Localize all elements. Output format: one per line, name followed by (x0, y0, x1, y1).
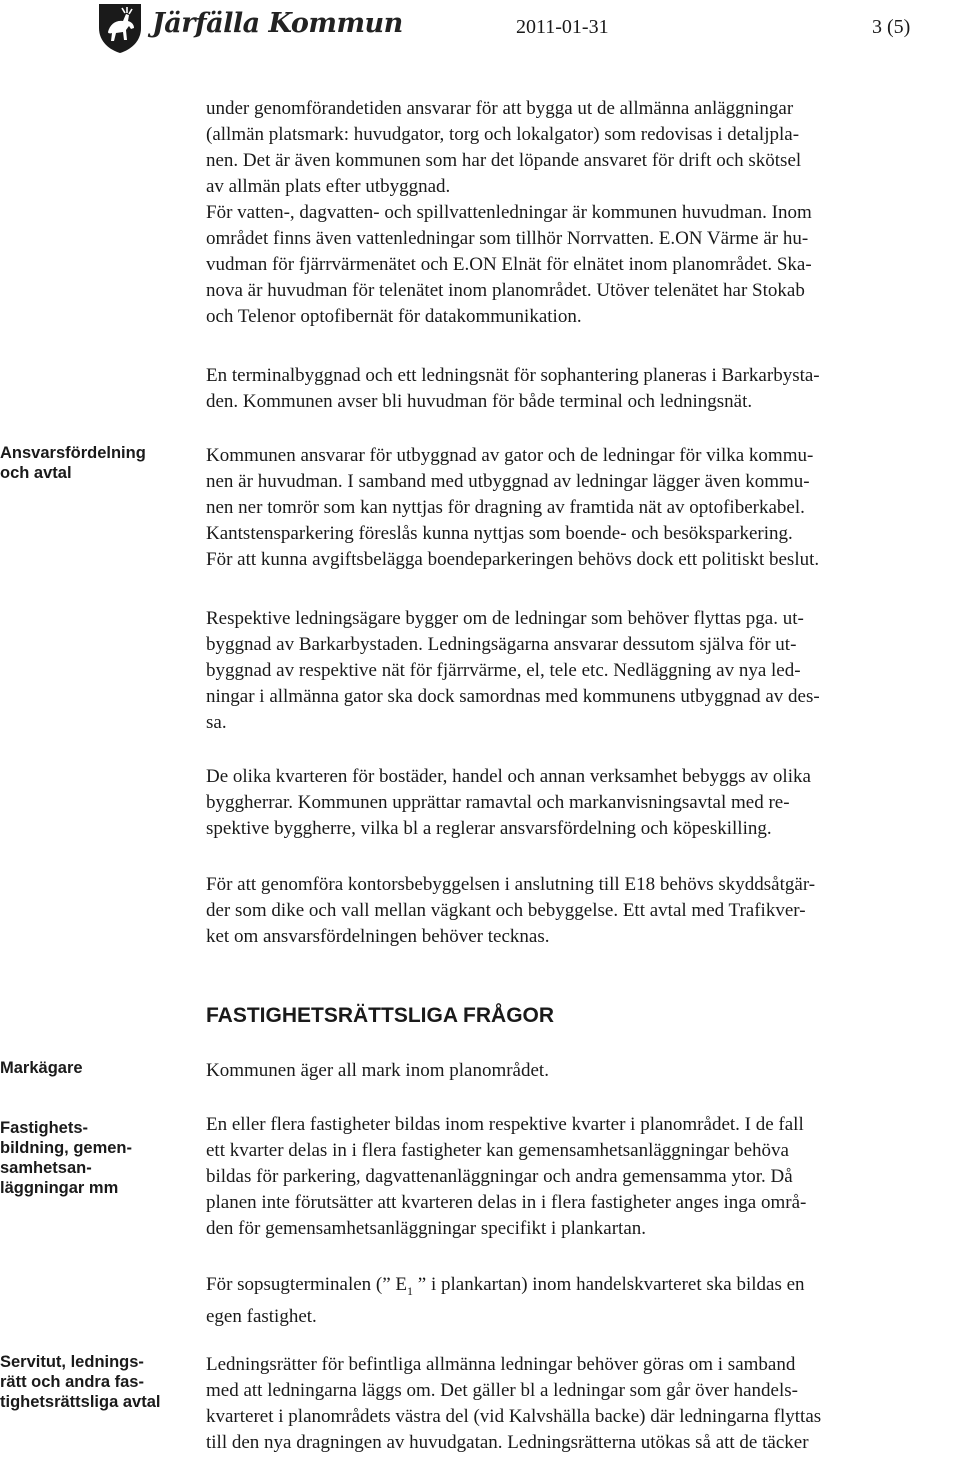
municipality-wordmark: Järfälla Kommun (152, 8, 403, 39)
document-date: 2011-01-31 (516, 16, 609, 38)
sidenote-line: och avtal (0, 464, 72, 482)
text-line: (allmän platsmark: huvudgator, torg och lokalgator) som redovisas i detaljpla- (206, 124, 800, 145)
text-line: En eller flera fastigheter bildas inom respektive kvarter i planområdet. I de fall (206, 1114, 804, 1135)
sidenote-line: Fastighets- (0, 1119, 89, 1137)
text-line: kvarteret i planområdets västra del (vid Kalvshälla backe) där ledningarna flyttas (206, 1406, 822, 1427)
text-line: den för gemensamhetsanläggningar specifikt i plankartan. (206, 1218, 647, 1239)
paragraph-ledningsagare (206, 606, 956, 736)
text-line: under genomförandetiden ansvarar för att bygga ut de allmänna anläggningar (206, 98, 794, 119)
text-line: byggnad av Barkarbystaden. Ledningsägarna ansvarar dessutom själva för ut- (206, 634, 797, 655)
text-line: nova är huvudman för telenätet inom planområdet. Utöver telenätet har Stokab (206, 280, 805, 301)
text-line: Kommunen äger all mark inom planområdet. (206, 1060, 549, 1081)
paragraph-huvudmannaskap (206, 96, 956, 330)
text-line: planen inte förutsätter att kvarteren delas in i flera fastigheter anges inga områ- (206, 1192, 807, 1213)
text-line: byggnad av respektive nät för fjärrvärme, el, tele etc. Nedläggning av nya led- (206, 660, 801, 681)
text-line: av allmän plats efter utbyggnad. (206, 176, 451, 197)
text-line: ket om ansvarsfördelningen behöver tecknas. (206, 926, 550, 947)
page-number: 3 (5) (872, 16, 911, 38)
text-line: vudman för fjärrvärmenätet och E.ON Elnät för elnätet inom planområdet. Ska- (206, 254, 812, 275)
coat-of-arms-logo (96, 2, 144, 54)
text-line: ett kvarter delas in i flera fastigheter kan gemensamhetsanläggningar behöva (206, 1140, 789, 1161)
text-line: der som dike och vall mellan vägkant och bebyggelse. Ett avtal med Trafikver- (206, 900, 806, 921)
text-line: spektive byggherre, vilka bl a reglerar ansvarsfördelning och köpeskilling. (206, 818, 772, 839)
text-after: ” i plankartan) inom handelskvarteret ska bildas en (413, 1274, 805, 1295)
section-heading: FASTIGHETSRÄTTSLIGA FRÅGOR (206, 1004, 555, 1027)
text-line: nen. Det är även kommunen som har det löpande ansvaret för drift och skötsel (206, 150, 802, 171)
text-line: med att ledningarna läggs om. Det gäller bl a ledningar som går över handels- (206, 1380, 798, 1401)
sidenote-line: bildning, gemen- (0, 1139, 132, 1157)
text-line: De olika kvarteren för bostäder, handel och annan verksamhet bebyggs av olika (206, 766, 811, 787)
sidenote-markagare (0, 1058, 196, 1078)
text-line: Respektive ledningsägare bygger om de ledningar som behöver flyttas pga. ut- (206, 608, 804, 629)
text-line: För att genomföra kontorsbebyggelsen i anslutning till E18 behövs skyddsåtgär- (206, 874, 816, 895)
text-line: En terminalbyggnad och ett ledningsnät för sophantering planeras i Barkarbysta- (206, 365, 820, 386)
paragraph-sophantering (206, 363, 956, 415)
text-line: nen ner tomrör som kan nyttjas för dragning av framtida nät av optofiberkabel. (206, 497, 805, 518)
sidenote-line: Markägare (0, 1059, 83, 1077)
text-line: För vatten-, dagvatten- och spillvattenledningar är kommunen huvudman. Inom (206, 202, 812, 223)
sidenote-line: Servitut, lednings- (0, 1353, 144, 1371)
text-line: och Telenor optofibernät för datakommunikation. (206, 306, 582, 327)
text-before: För sopsugterminalen (” E (206, 1274, 408, 1295)
text-line (206, 1272, 956, 1304)
text-line: den. Kommunen avser bli huvudman för både terminal och ledningsnät. (206, 391, 753, 412)
sidenote-line: Ansvarsfördelning (0, 444, 146, 462)
sidenote-servitut (0, 1352, 196, 1412)
paragraph-ledningsratter (206, 1352, 956, 1456)
sidenote-line: läggningar mm (0, 1179, 119, 1197)
paragraph-sopsugterminal (206, 1272, 956, 1330)
page-header (0, 0, 960, 60)
paragraph-byggherrar (206, 764, 956, 842)
text-line: ningar i allmänna gator ska dock samordnas med kommunens utbyggnad av des- (206, 686, 820, 707)
sidenote-fastighetsbildning (0, 1118, 196, 1198)
paragraph-utbyggnad (206, 443, 956, 573)
sidenote-line: rätt och andra fas- (0, 1373, 144, 1391)
paragraph-kontorsbebyggelse (206, 872, 956, 950)
text-line: sa. (206, 712, 227, 733)
text-line: området finns även vattenledningar som tillhör Norrvatten. E.ON Värme är hu- (206, 228, 809, 249)
paragraph-fastigheter (206, 1112, 956, 1242)
text-line: nen är huvudman. I samband med utbyggnad av ledningar lägger även kommu- (206, 471, 810, 492)
text-line: bildas för parkering, dagvattenanläggningar och andra gemensamma ytor. Då (206, 1166, 793, 1187)
text-line: till den nya dragningen av huvudgatan. Ledningsrätterna utökas så att de täcker (206, 1432, 809, 1453)
sidenote-ansvarsfordelning (0, 443, 196, 483)
sidenote-line: tighetsrättsliga avtal (0, 1393, 161, 1411)
text-line: För att kunna avgiftsbelägga boendeparkeringen behövs dock ett politiskt beslut. (206, 549, 820, 570)
text-line: Kantstensparkering föreslås kunna nyttjas som boende- och besöksparkering. (206, 523, 793, 544)
subscript: 1 (407, 1283, 414, 1298)
text-line: byggherrar. Kommunen upprättar ramavtal och markanvisningsavtal med re- (206, 792, 790, 813)
paragraph-mark (206, 1058, 956, 1084)
sidenote-line: samhetsan- (0, 1159, 92, 1177)
text-line: egen fastighet. (206, 1305, 317, 1327)
text-line: Ledningsrätter för befintliga allmänna ledningar behöver göras om i samband (206, 1354, 796, 1375)
text-line: Kommunen ansvarar för utbyggnad av gator och de ledningar för vilka kommu- (206, 445, 814, 466)
